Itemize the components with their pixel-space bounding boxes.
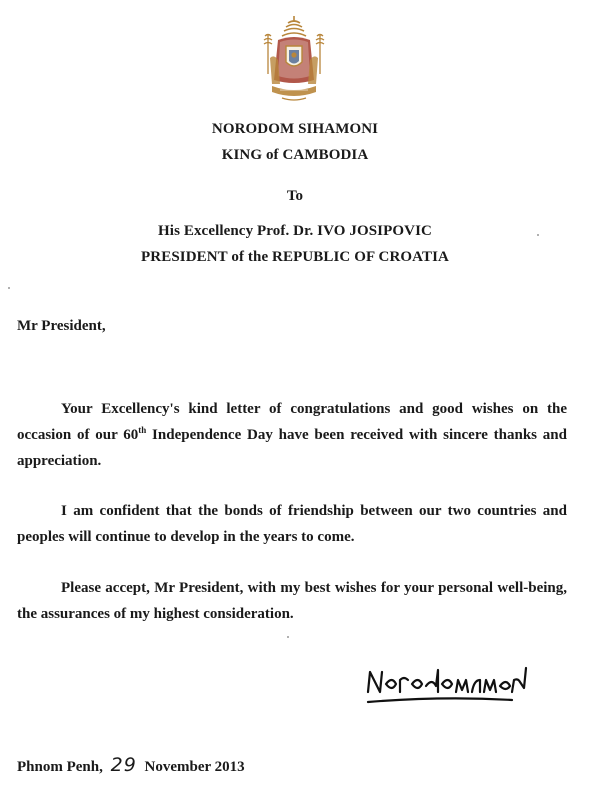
recipient-line-1: His Excellency Prof. Dr. IVO JOSIPOVIC — [158, 223, 432, 239]
sender-title: KING of CAMBODIA — [221, 147, 369, 163]
royal-coat-of-arms-icon — [258, 14, 330, 104]
recipient-block — [0, 218, 590, 270]
dateline — [17, 754, 245, 776]
sender-block — [0, 116, 590, 168]
dateline-month-year: November 2013 — [144, 759, 245, 775]
paper-speck — [537, 234, 539, 236]
paragraph-1: Your Excellency's kind letter of congratulations and good wishes on the occasion of our 60th Independence Day have been received with sincere thanks and appreciation. — [17, 401, 567, 469]
to-label: To — [286, 188, 304, 204]
sender-name: NORODOM SIHAMONI — [211, 121, 379, 137]
dateline-day-handwritten: 29 — [110, 754, 137, 776]
dateline-place: Phnom Penh, — [17, 759, 103, 775]
ordinal-suffix: th — [138, 425, 147, 435]
recipient-line-2: PRESIDENT of the REPUBLIC OF CROATIA — [141, 249, 449, 265]
handwritten-signature — [362, 658, 532, 710]
paper-speck — [8, 287, 10, 289]
salutation: Mr President, — [17, 318, 106, 334]
paragraph-3: Please accept, Mr President, with my best wishes for your personal well-being, the assurances of my highest consideration. — [17, 580, 567, 622]
paper-speck — [287, 636, 289, 638]
paragraph-2: I am confident that the bonds of friendship between our two countries and peoples will continue to develop in the years to come. — [17, 503, 567, 545]
